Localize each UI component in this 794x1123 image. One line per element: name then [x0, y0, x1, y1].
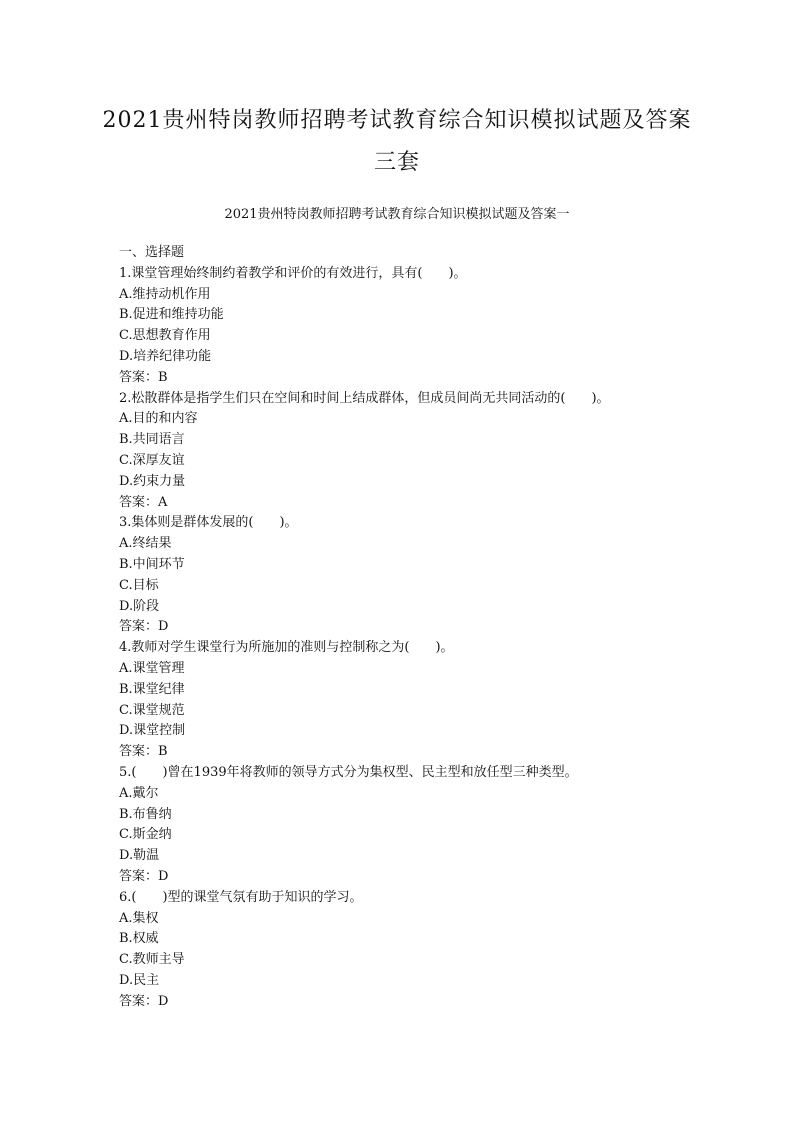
- question-stem: 5.( )曾在1939年将教师的领导方式分为集权型、民主型和放任型三种类型。: [119, 764, 578, 780]
- answer-line: 答案：D: [119, 619, 169, 635]
- option-a: A.目的和内容: [119, 411, 198, 427]
- question-6: [119, 888, 719, 1013]
- option-d: D.阶段: [119, 598, 160, 614]
- question-stem: 3.集体则是群体发展的( )。: [119, 515, 298, 531]
- option-c: C.教师主导: [119, 952, 185, 968]
- option-c: C.思想教育作用: [119, 328, 211, 344]
- option-a: A.课堂管理: [119, 660, 185, 676]
- option-a: A.戴尔: [119, 785, 159, 801]
- document-subtitle: 2021贵州特岗教师招聘考试教育综合知识模拟试题及答案一: [224, 207, 570, 222]
- option-b: B.中间环节: [119, 556, 185, 572]
- answer-line: 答案：D: [119, 993, 169, 1009]
- option-a: A.集权: [119, 910, 159, 926]
- question-2: [119, 389, 719, 514]
- question-3: [119, 513, 719, 638]
- question-1: [119, 264, 719, 389]
- option-d: D.勒温: [119, 848, 160, 864]
- section-heading: 一、选择题: [119, 245, 185, 260]
- answer-line: 答案：A: [119, 494, 168, 510]
- document-title: 2021贵州特岗教师招聘考试教育综合知识模拟试题及答案: [102, 108, 692, 133]
- option-a: A.终结果: [119, 536, 172, 552]
- option-c: C.目标: [119, 577, 159, 593]
- question-5: [119, 763, 719, 888]
- answer-line: 答案：B: [119, 369, 168, 385]
- question-stem: 1.课堂管理始终制约着教学和评价的有效进行，具有( )。: [119, 265, 467, 281]
- option-c: C.课堂规范: [119, 702, 185, 718]
- question-stem: 2.松散群体是指学生们只在空间和时间上结成群体，但成员间尚无共同活动的( )。: [119, 390, 610, 406]
- option-a: A.维持动机作用: [119, 286, 211, 302]
- option-b: B.共同语言: [119, 432, 185, 448]
- document-title-continued: 三套: [373, 150, 420, 175]
- option-d: D.课堂控制: [119, 723, 186, 739]
- option-b: B.课堂纪律: [119, 681, 185, 697]
- option-b: B.布鲁纳: [119, 806, 172, 822]
- option-b: B.促进和维持功能: [119, 307, 224, 323]
- document-body: [119, 243, 719, 1012]
- option-b: B.权威: [119, 931, 159, 947]
- question-stem: 6.( )型的课堂气氛有助于知识的学习。: [119, 889, 363, 905]
- option-c: C.斯金纳: [119, 827, 172, 843]
- option-d: D.约束力量: [119, 473, 186, 489]
- question-4: [119, 638, 719, 763]
- answer-line: 答案：D: [119, 868, 169, 884]
- answer-line: 答案：B: [119, 744, 168, 760]
- option-d: D.民主: [119, 972, 160, 988]
- option-c: C.深厚友谊: [119, 452, 185, 468]
- option-d: D.培养纪律功能: [119, 348, 212, 364]
- question-stem: 4.教师对学生课堂行为所施加的准则与控制称之为( )。: [119, 640, 454, 656]
